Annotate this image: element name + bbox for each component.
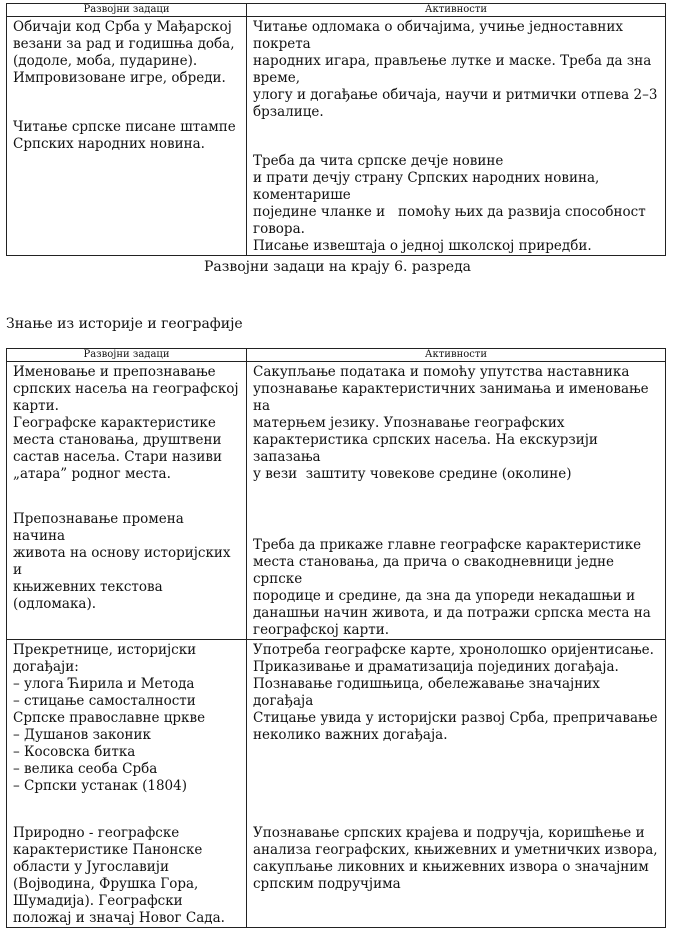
text-block [13,119,240,153]
text-line: „атара” родног места. [13,466,171,482]
text-line: Природно - географске [13,825,180,841]
text-line: догађаји: [13,659,79,675]
column-header-tasks: Развојни задаци [7,4,247,17]
text-block [253,642,659,744]
text-line: географској карти. [253,622,390,638]
text-block [13,825,240,927]
activities-cell [247,640,666,928]
text-block [13,364,240,483]
text-block [253,364,659,483]
text-line: Сакупљање података и помоћу упутства наставника [253,364,630,380]
text-line: – улога Ћирила и Метода [13,676,195,692]
text-line: и прати дечју страну Српских народних новина, коментарише [253,170,604,203]
text-line: Препознавање промена начина [13,511,189,544]
activities-table-bottom [6,348,666,928]
text-line: карактеристике Панонске [13,842,203,858]
text-line: карти. [13,398,59,414]
text-line: (Војводина, Фрушка Гора, [13,876,199,892]
text-block [13,511,240,613]
text-line: брзалице. [253,104,324,120]
activities-cell [247,362,666,640]
text-line: живота на основу историјских и [13,545,235,578]
column-header-tasks: Развојни задаци [7,349,247,362]
text-line: – стицање самосталности [13,693,196,709]
text-line: Упознавање српских крајева и подручја, коришћење и [253,825,645,841]
text-line: Обичаји код Срба у Мађарској [13,19,232,35]
text-line: – велика сеоба Срба [13,761,158,777]
text-block [253,825,659,893]
column-header-activities: Активности [247,349,666,362]
text-line: Приказивање и драматизација појединих догађаја. [253,659,619,675]
table-header-row [7,349,666,362]
subsection-heading: Знање из историје и географије [6,316,243,332]
text-line: области у Југославији [13,859,169,875]
text-line: Употреба географске карте, хронолошко оријентисање. [253,642,654,658]
text-block [13,19,240,87]
column-header-activities: Активности [247,4,666,17]
text-line: српских насеља на географској [13,381,239,397]
text-line: анализа географских, књижевних и уметничких извора, [253,842,658,858]
text-line: Читање српске писане штампе [13,119,236,135]
text-line: Српских народних новина. [13,136,205,152]
text-line: Треба да прикаже главне географске карактеристике [253,537,642,553]
text-line: карактеристика српских насеља. На екскурзији запазања [253,432,603,465]
table-row [7,362,666,640]
text-line: српским подручјима [253,876,401,892]
activities-table-top [6,3,666,256]
text-line: Писање извештаја о једној школској приредби. [253,238,592,254]
text-line: места становања, друштвени [13,432,222,448]
tasks-cell [7,362,247,640]
text-line: догађаја [253,693,314,709]
text-line: Читање одломака о обичајима, учиње једноставних покрета [253,19,628,52]
text-line: Треба да чита српске дечје новине [253,153,504,169]
text-line: – Косовска битка [13,744,136,760]
text-line: народних игара, прављење лутке и маске. Треба да зна време, [253,53,656,86]
text-line: Шумадија). Географски [13,893,183,909]
text-line: матерњем језику. Упознавање географских [253,415,565,431]
text-line: (додоле, моба, пударине). [13,53,198,69]
activities-cell [247,17,666,256]
text-line: Импровизоване игре, обреди. [13,70,226,86]
text-line: Стицање увида у историјски развој Срба, препричавање [253,710,658,726]
text-line: поједине чланке и помоћу њих да развија способност говора. [253,204,651,237]
text-line: сакупљање ликовних и књижевних извора о значајним [253,859,649,875]
text-line: места становања, да прича о свакодневници једне српске [253,554,619,587]
text-line: данашњи начин живота, и да потражи српска места на [253,605,651,621]
text-line: Српске православне цркве [13,710,206,726]
text-line: Познавање годишњица, обележавање значајних [253,676,600,692]
text-line: у вези заштиту човекове средине (околине) [253,466,572,482]
text-block [253,153,659,255]
text-line: – Српски устанак (1804) [13,778,187,794]
text-line: Прекретнице, историјски [13,642,197,658]
section-heading: Развојни задаци на крају 6. разреда [203,259,472,275]
text-line: књижевних текстова [13,579,163,595]
tasks-cell [7,17,247,256]
text-line: положај и значај Новог Сада. [13,910,225,926]
text-block [253,537,659,639]
text-line: састав насеља. Стари називи [13,449,222,465]
text-line: породице и средине, да зна да упореди некадашњи и [253,588,636,604]
text-block [13,642,240,795]
text-line: – Душанов законик [13,727,151,743]
tasks-cell [7,640,247,928]
table-row [7,17,666,256]
text-line: неколико важних догађаја. [253,727,448,743]
text-line: (одломака). [13,596,97,612]
text-line: Именовање и препознавање [13,364,216,380]
text-line: везани за рад и годишња доба, [13,36,235,52]
table-header-row [7,4,666,17]
text-line: улогу и догађање обичаја, научи и ритмички отпева 2–3 [253,87,658,103]
text-line: упознавање карактеристичних занимања и именовање на [253,381,653,414]
text-block [253,19,659,121]
table-row [7,640,666,928]
text-line: Географске карактеристике [13,415,216,431]
